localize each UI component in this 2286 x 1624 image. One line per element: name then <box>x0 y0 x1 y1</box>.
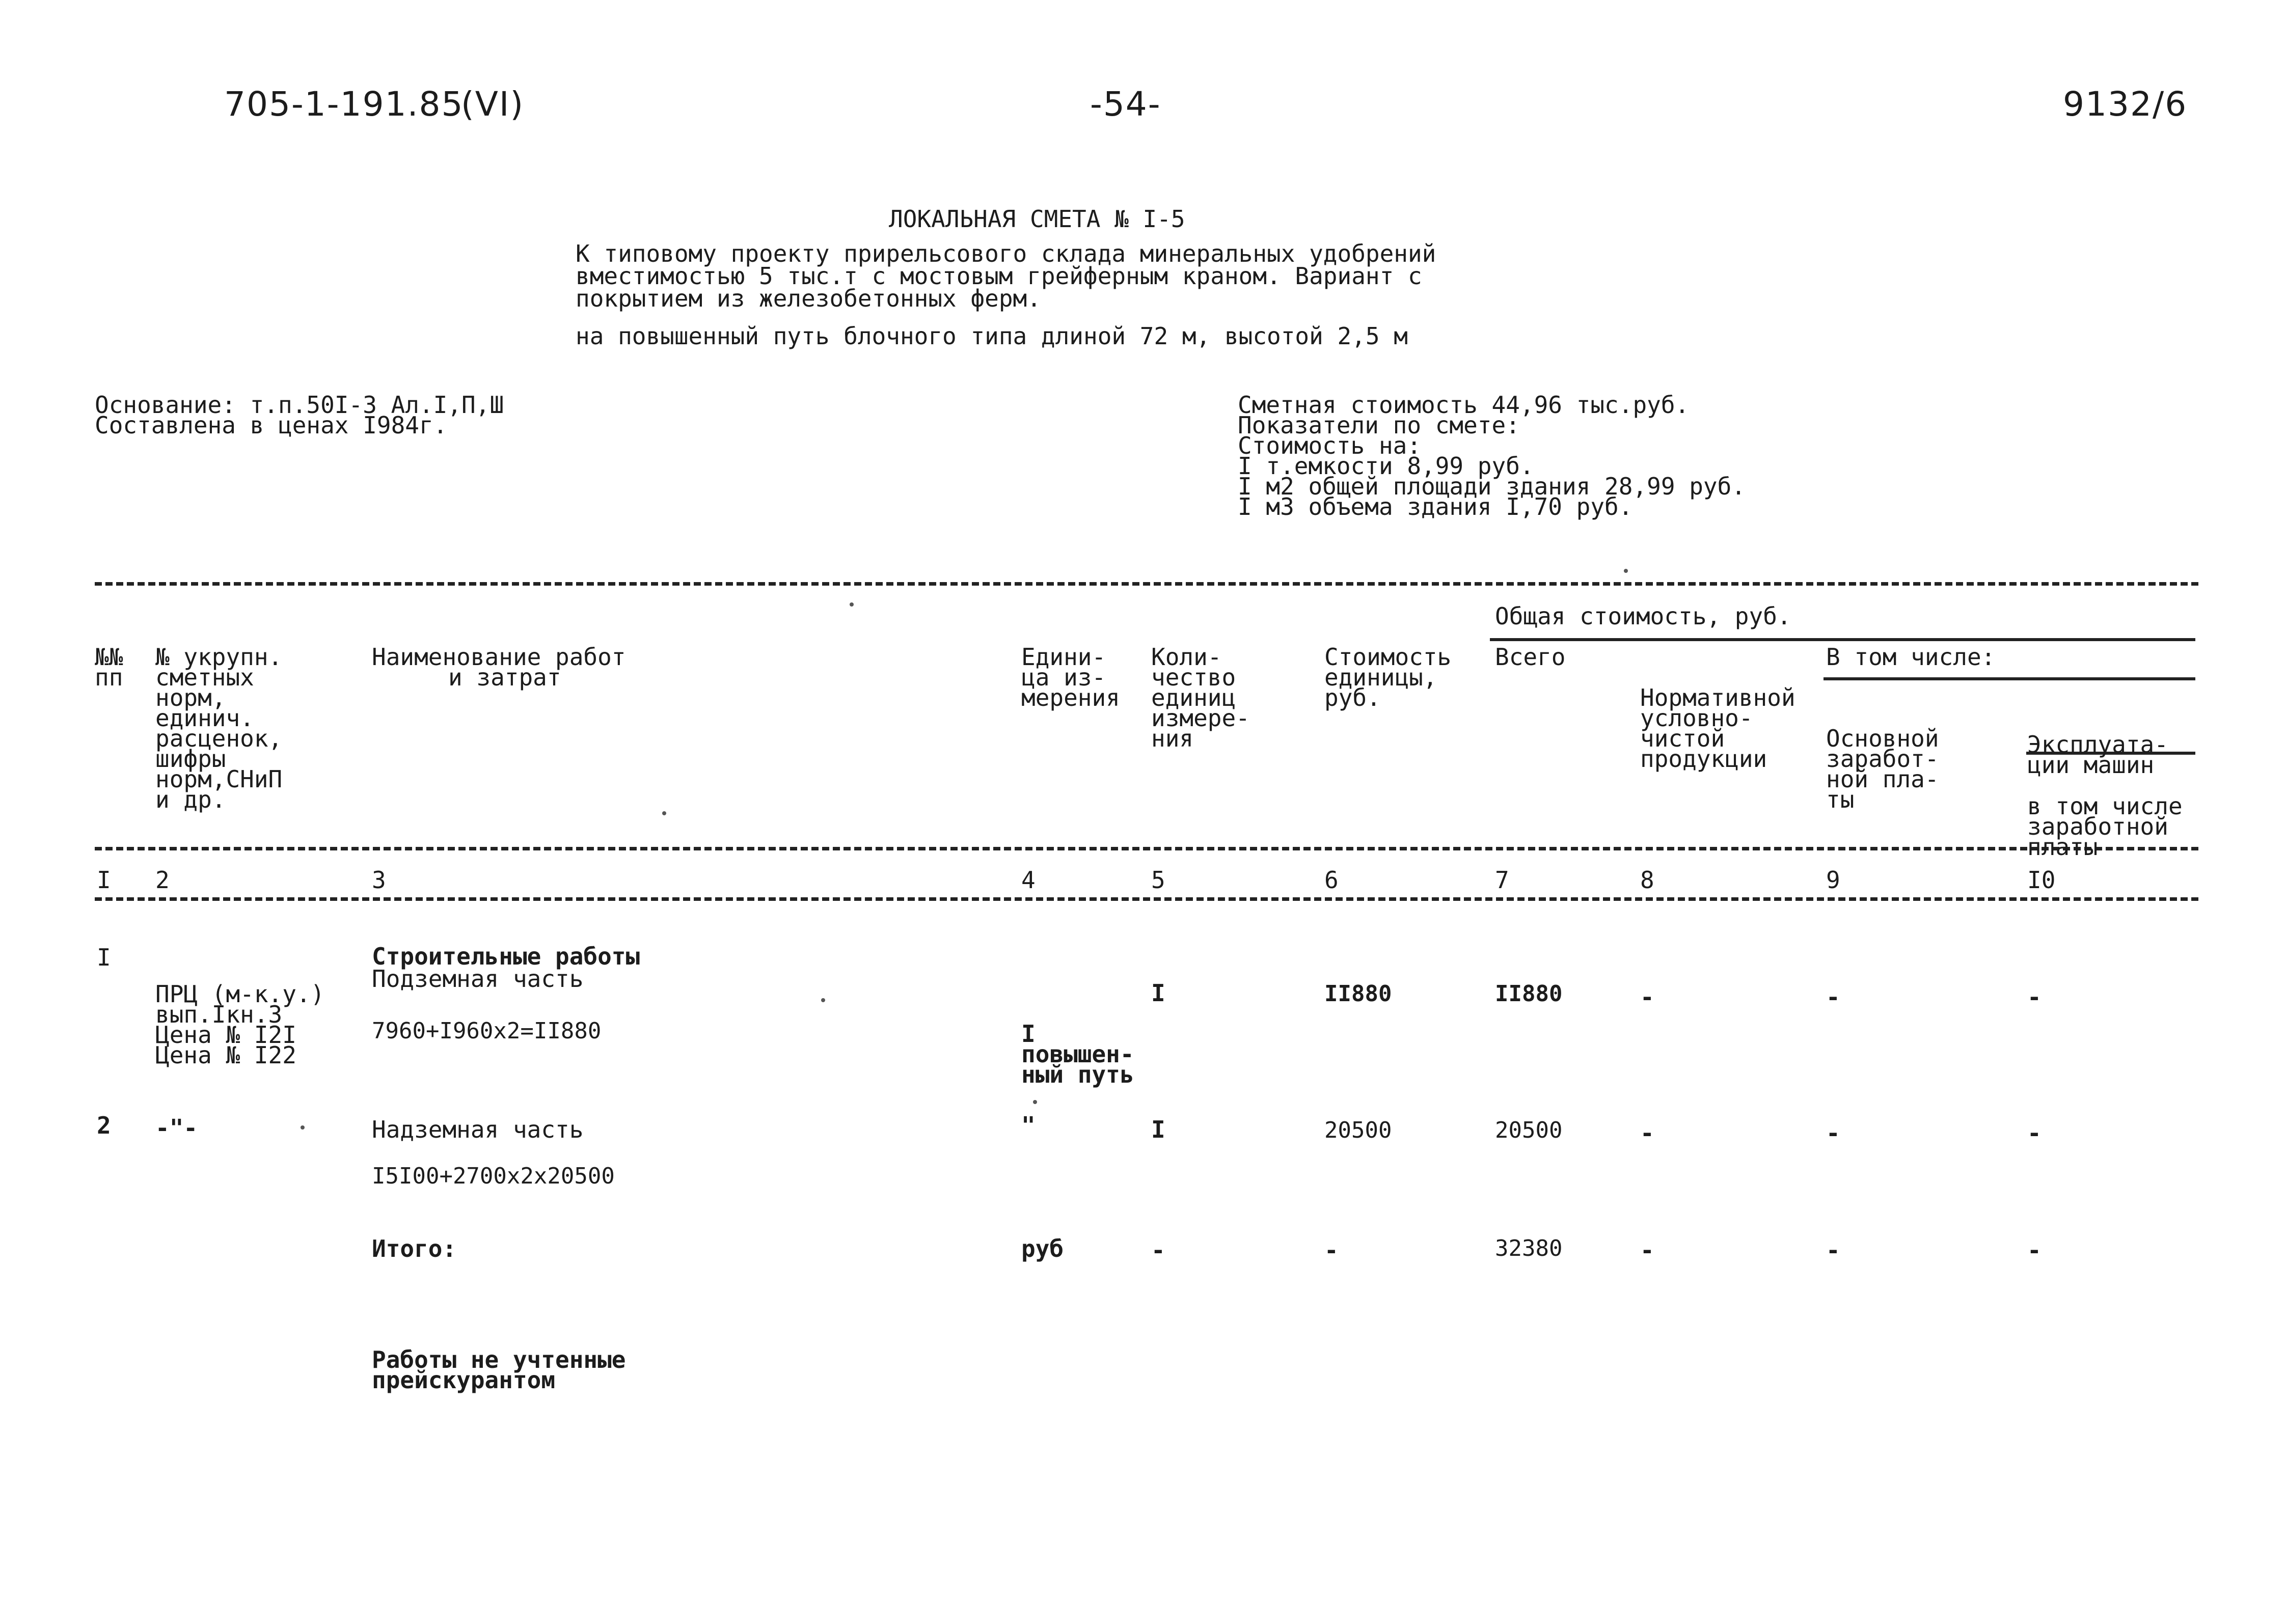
scan-speck <box>1033 1100 1037 1104</box>
column-number-8: 8 <box>1640 866 1654 894</box>
scan-speck <box>850 602 854 607</box>
row-2-calculation: I5I00+2700x2x20500 <box>372 1163 615 1189</box>
itogo-label: Итого: <box>372 1235 457 1262</box>
column-number-5: 5 <box>1151 866 1165 894</box>
itogo-quantity: - <box>1151 1236 1165 1264</box>
row-2-total: 20500 <box>1495 1117 1563 1143</box>
column-number-10: I0 <box>2027 866 2056 894</box>
header-machine-salary: в том числе заработной платы <box>2027 792 2183 861</box>
including-group-rule <box>1824 677 2195 680</box>
row-2-unit-cost: 20500 <box>1324 1117 1392 1143</box>
document-code: 705-1-191.85 <box>224 85 464 124</box>
row-2-machine-operation: - <box>2027 1119 2042 1147</box>
header-including-group: В том числе: <box>1826 643 1996 671</box>
summary-estimated-cost: Сметная стоимость 44,96 тыс.руб. <box>1238 391 1690 419</box>
row-1-base-salary: - <box>1826 983 1840 1011</box>
header-total-cost-group: Общая стоимость, руб. <box>1495 602 1791 630</box>
row-1-name: Подземная часть <box>372 965 584 993</box>
total-cost-group-rule <box>1490 638 2195 641</box>
basis-line: Основание: т.п.50I-3 Ал.I,П,Ш <box>95 391 504 419</box>
column-number-4: 4 <box>1021 866 1036 894</box>
estimate-description-line-1: К типовому проекту прирельсового склада минеральных удобрений <box>576 240 1436 267</box>
scan-speck <box>301 1125 305 1130</box>
row-1-norm-code: ПРЦ (м-к.у.) вып.Iкн.3 Цена № I2I Цена № I22 <box>155 980 325 1069</box>
column-number-3: 3 <box>372 866 386 894</box>
unaccounted-works-note: Работы не учтенные прейскурантом <box>372 1346 626 1394</box>
summary-cost-per-m2: I м2 общей площади здания 28,99 руб. <box>1238 473 1746 500</box>
summary-cost-per-ton: I т.емкости 8,99 руб. <box>1238 452 1534 480</box>
row-2-norm-code: -"- <box>155 1114 198 1142</box>
prices-year-line: Составлена в ценах I984г. <box>95 411 448 439</box>
row-1-calculation: 7960+I960x2=II880 <box>372 1018 602 1044</box>
itogo-machine-operation: - <box>2027 1236 2042 1264</box>
header-machine-operation: Эксплуата- ции машин <box>2027 731 2168 779</box>
column-number-rule <box>95 897 2198 901</box>
header-unit-cost: Стоимость единицы, руб. <box>1324 643 1452 711</box>
row-1-number: I <box>97 944 111 971</box>
summary-cost-per-label: Стоимость на: <box>1238 432 1422 459</box>
header-base-salary: Основной заработ- ной пла- ты <box>1826 725 1939 813</box>
scan-speck <box>1624 569 1628 573</box>
row-2-base-salary: - <box>1826 1119 1840 1147</box>
column-number-1: I <box>97 866 111 894</box>
itogo-unit-cost: - <box>1324 1236 1339 1264</box>
header-row-number: №№ пп <box>95 643 123 691</box>
estimate-heading: ЛОКАЛЬНАЯ СМЕТА № I-5 <box>889 205 1185 233</box>
summary-indicators-label: Показатели по смете: <box>1238 411 1520 439</box>
itogo-total: 32380 <box>1495 1235 1563 1261</box>
row-2-name: Надземная часть <box>372 1116 584 1143</box>
row-1-normative-product: - <box>1640 983 1654 1011</box>
column-number-6: 6 <box>1324 866 1339 894</box>
row-1-machine-operation: - <box>2027 983 2042 1011</box>
column-number-9: 9 <box>1826 866 1840 894</box>
row-1-quantity: I <box>1151 979 1165 1007</box>
summary-cost-per-m3: I м3 объема здания I,70 руб. <box>1238 493 1633 520</box>
header-norm-code: № укрупн. сметных норм, единич. расценок, шифры норм,СНиП и др. <box>155 643 283 813</box>
itogo-base-salary: - <box>1826 1236 1840 1264</box>
table-top-rule <box>95 582 2198 586</box>
estimate-description-line-3: покрытием из железобетонных ферм. <box>576 285 1041 312</box>
sheet-code: 9132/6 <box>2063 85 2188 124</box>
scan-speck <box>662 811 666 815</box>
column-number-7: 7 <box>1495 866 1509 894</box>
column-number-2: 2 <box>155 866 170 894</box>
row-1-unit: I повышен- ный путь <box>1021 1020 1134 1088</box>
scan-speck <box>821 998 825 1002</box>
header-total: Всего <box>1495 643 1566 671</box>
header-unit: Едини- ца из- мерения <box>1021 643 1120 711</box>
document-part: (VI) <box>461 85 525 124</box>
row-2-quantity: I <box>1151 1116 1165 1143</box>
row-2-unit: " <box>1021 1112 1036 1139</box>
itogo-unit: руб <box>1021 1235 1064 1262</box>
header-work-name: Наименование работ и затрат <box>372 643 626 691</box>
row-2-number: 2 <box>97 1112 111 1139</box>
header-normative-product: Нормативной условно- чистой продукции <box>1640 684 1795 773</box>
itogo-normative-product: - <box>1640 1236 1654 1264</box>
table-header-bottom-rule <box>95 847 2198 850</box>
row-2-normative-product: - <box>1640 1119 1654 1147</box>
estimate-subject: на повышенный путь блочного типа длиной 72 м, высотой 2,5 м <box>576 322 1408 350</box>
row-1-section-title: Строительные работы <box>372 943 640 970</box>
estimate-description-line-2: вместимостью 5 тыс.т с мостовым грейферным краном. Вариант с <box>576 262 1422 290</box>
page-number: -54- <box>1090 85 1161 124</box>
row-1-unit-cost: II880 <box>1324 981 1392 1007</box>
row-1-total: II880 <box>1495 981 1563 1007</box>
header-quantity: Коли- чество единиц измере- ния <box>1151 643 1250 752</box>
